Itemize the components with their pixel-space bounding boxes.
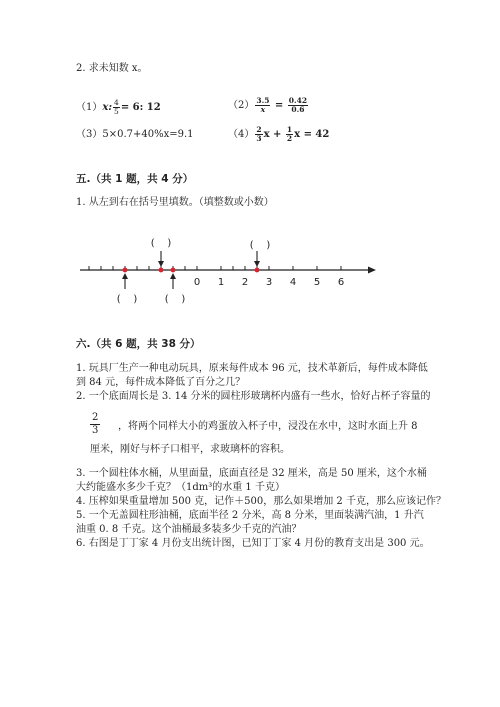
down-arrow-1-head	[158, 261, 164, 267]
question-5-line-1: 5. 一个无盖圆柱形油桶，底面半径 2 分米，高 8 分米，里面装满汽油，1 升汽	[76, 510, 424, 521]
question-4: 4. 压榨如果重量增加 500 克，记作＋500，那么如果增加 2 千克，那么应该记作？	[76, 496, 446, 507]
equation-3	[76, 128, 194, 142]
number-line	[70, 230, 390, 310]
section-6-heading: 六.（共 6 题，共 38 分）	[76, 338, 201, 350]
equation-3-label: （3）	[76, 129, 103, 140]
answer-bracket-top-1[interactable]: ( )	[150, 238, 172, 249]
number-line-point-1	[123, 268, 128, 273]
question-2-line-2: ，将两个同样大小的鸡蛋放入杯子中，浸没在水中，这时水面上升 8	[118, 421, 418, 432]
section-5-question-1: 1. 从左到右在括号里填数。（填整数或小数）	[76, 197, 274, 208]
find-x-title: 2. 求未知数 x。	[76, 63, 148, 74]
tick-label-5: 5	[313, 277, 321, 288]
equation-2-fraction-left: $\frac{3.5}{x}$	[256, 96, 270, 114]
question-3-line-1: 3. 一个圆柱体水桶，从里面量，底面直径是 32 厘米，高是 50 厘米，这个水桶	[76, 468, 427, 479]
equation-1-left: x:	[102, 102, 113, 113]
up-arrow-2-head	[170, 273, 176, 279]
up-arrow-1-head	[122, 273, 128, 279]
equation-2-fraction-right: $\frac{0.42}{0.6}$	[288, 96, 308, 114]
number-line-point-2	[159, 268, 164, 273]
equation-4-fraction-1: $\frac{2}{3}$	[256, 125, 262, 143]
equation-1	[76, 99, 161, 116]
tick-label-6: 6	[337, 277, 345, 288]
question-2-line-3: 厘米，刚好与杯子口相平，求玻璃杯的容积。	[90, 444, 290, 455]
equation-2-label: （2）	[228, 100, 255, 111]
equation-4-label: （4）	[228, 129, 255, 140]
down-arrow-2-head	[254, 261, 260, 267]
equation-1-fraction: $\frac{4}{5}$	[114, 98, 119, 116]
equation-4-end: x = 42	[294, 129, 330, 140]
question-6: 6. 右图是丁丁家 4 月份支出统计图，已知丁丁家 4 月份的教育支出是 300 元。	[76, 538, 430, 549]
equation-4-middle: x +	[263, 129, 282, 140]
tick-label-3: 3	[265, 277, 273, 288]
number-line-point-3	[171, 268, 176, 273]
equation-4-fraction-2: $\frac{1}{2}$	[286, 125, 293, 143]
answer-bracket-top-2[interactable]: ( )	[249, 240, 271, 251]
equation-3-text: 5×0.7+40%x=9.1	[102, 129, 194, 140]
question-2-fraction: $\frac{2}{3}$	[92, 412, 99, 436]
question-1-line-2: 到 84 元，每件成本降低了百分之几？	[76, 377, 246, 388]
question-5-line-2: 油重 0. 8 千克。这个油桶最多装多少千克的汽油？	[76, 524, 302, 535]
tick-label-1: 1	[217, 277, 225, 288]
tick-label-2: 2	[241, 277, 249, 288]
question-2-line-1: 2. 一个底面周长是 3. 14 分米的圆柱形玻璃杯内盛有一些水，恰好占杯子容量的	[76, 391, 431, 402]
equation-2	[228, 97, 309, 114]
equation-1-label: （1）	[76, 102, 103, 113]
tick-label-0: 0	[193, 277, 201, 288]
question-1-line-1: 1. 玩具厂生产一种电动玩具，原来每件成本 96 元，技术革新后，每件成本降低	[76, 363, 428, 374]
equation-1-right: = 6: 12	[120, 102, 161, 113]
answer-bracket-bottom-2[interactable]: ( )	[164, 294, 186, 305]
equation-4	[228, 126, 329, 143]
tick-label-4: 4	[289, 277, 297, 288]
answer-bracket-bottom-1[interactable]: ( )	[116, 294, 138, 305]
equation-2-equals: =	[274, 100, 284, 111]
number-line-point-4	[255, 268, 260, 273]
section-5-heading: 五.（共 1 题，共 4 分）	[76, 173, 194, 185]
question-3-line-2: 大约能盛水多少千克？（1dm³的水重 1 千克）	[76, 482, 285, 493]
number-line-arrow	[368, 267, 376, 274]
